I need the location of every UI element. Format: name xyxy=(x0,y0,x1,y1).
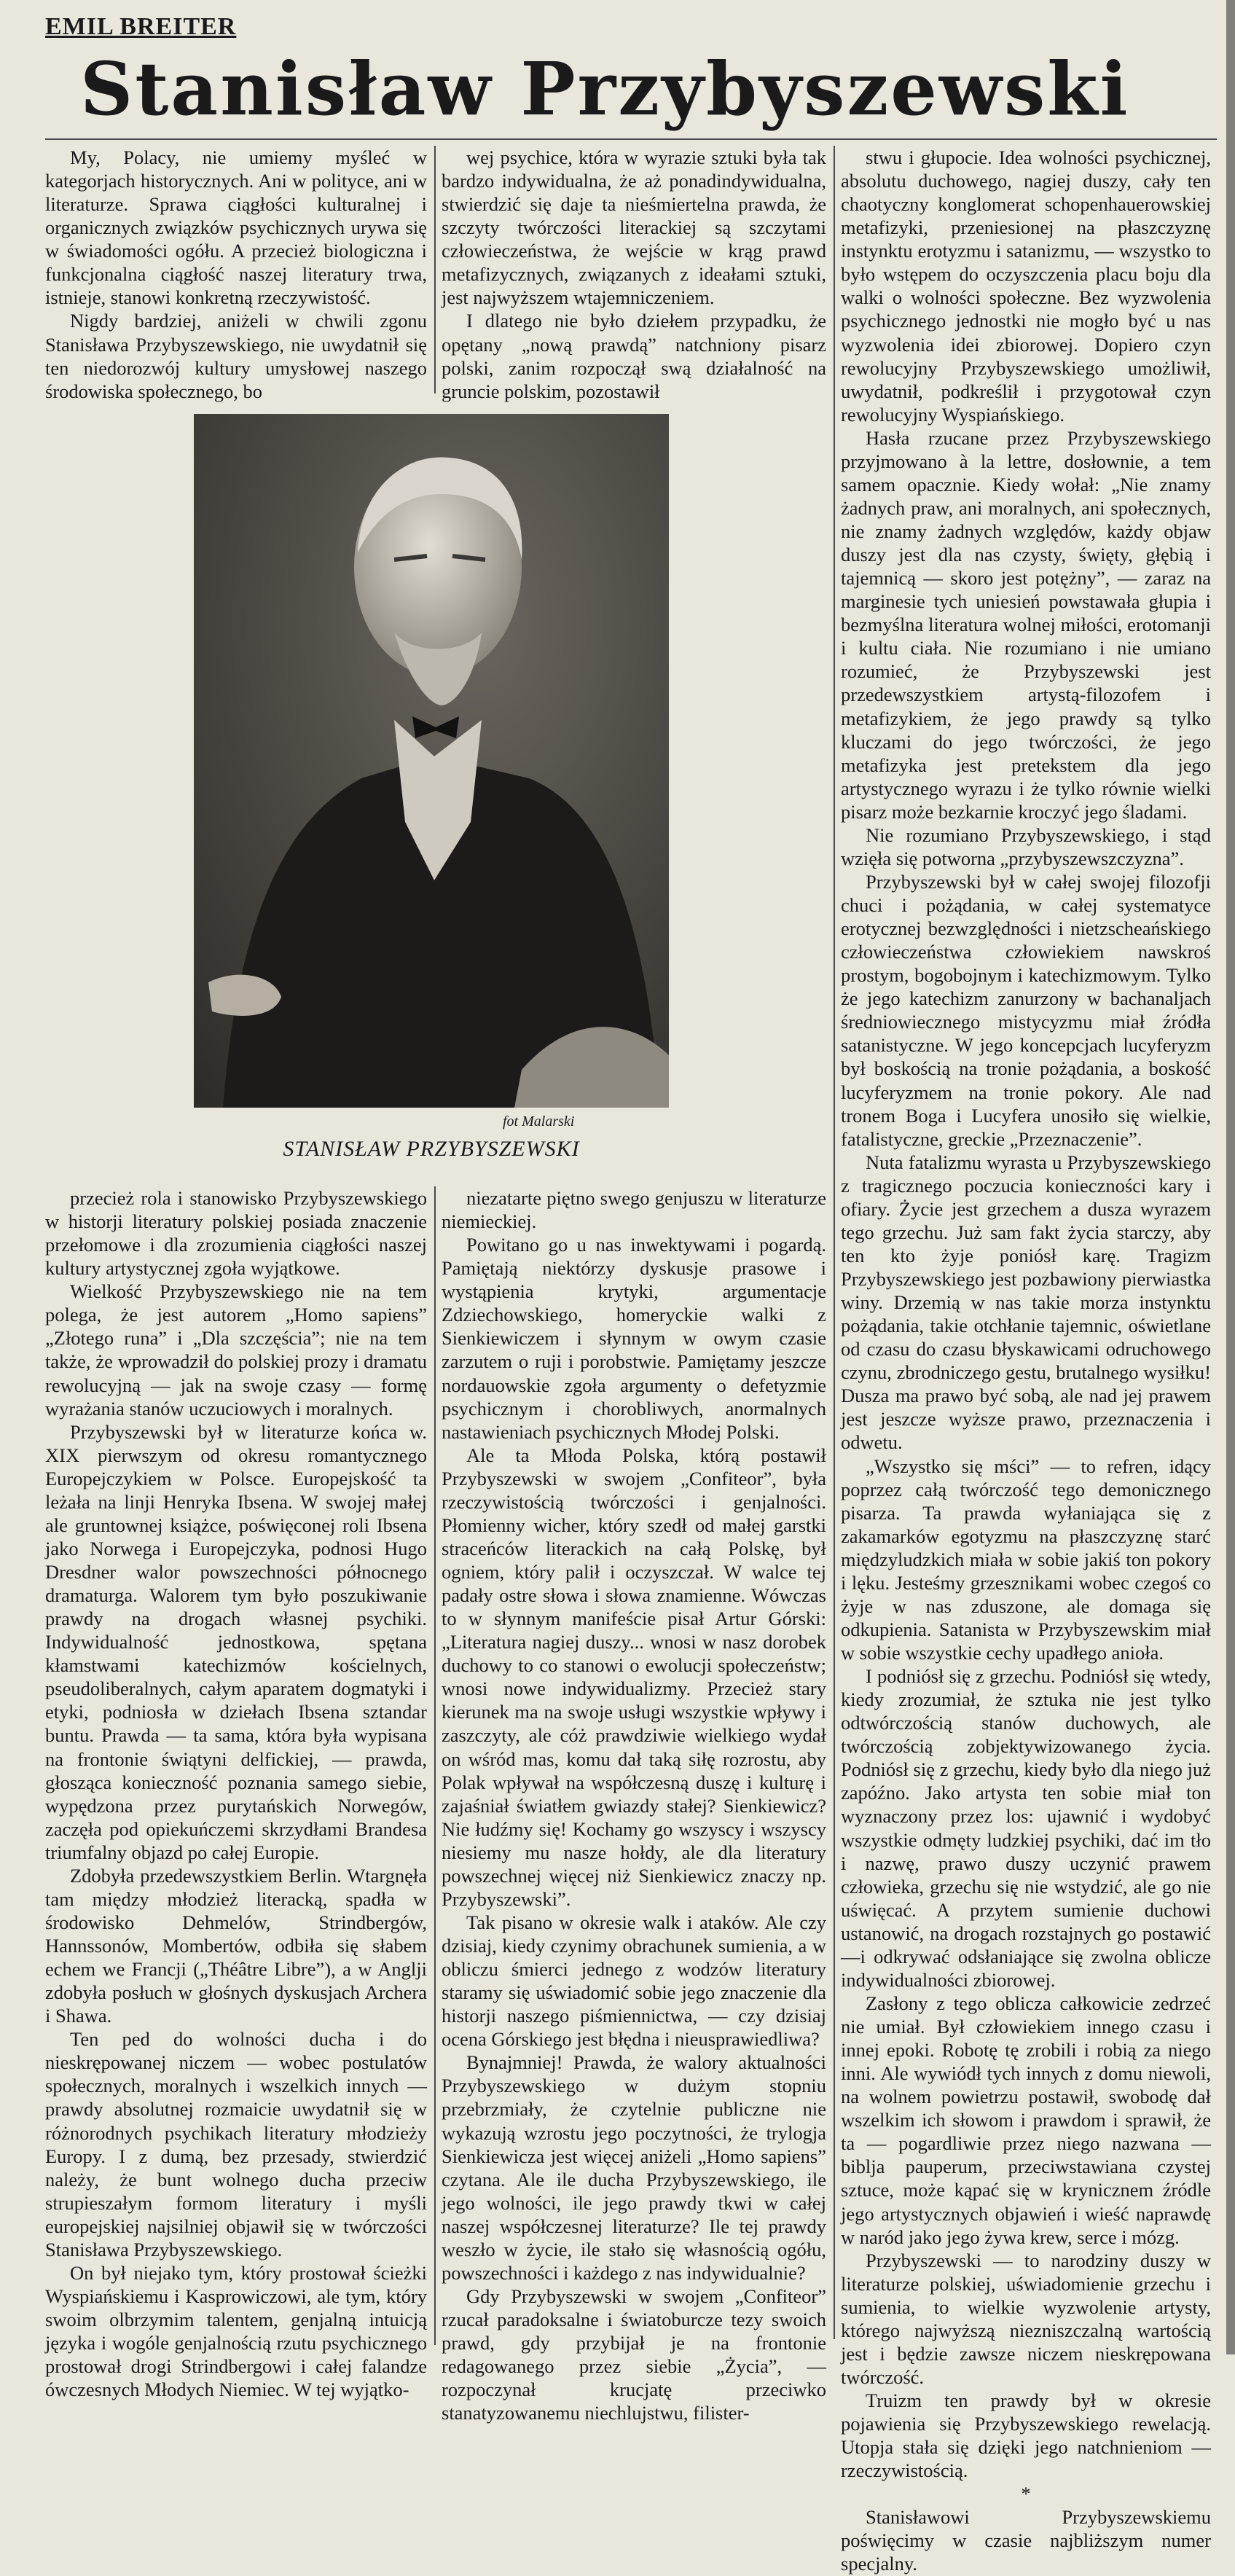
paragraph: Gdy Przybyszewski w swojem „Confiteor” rzucał paradoksalne i światoburcze tezy swoich prawd, gdy przybijał je na frontonie redagowanego przez siebie „Życia”, — rozpoczynał krucjatę przeciwko stanatyzowanemu niechlujstwu, filister- xyxy=(442,2285,826,2424)
paragraph: niezatarte piętno swego genjuszu w literaturze niemieckiej. xyxy=(442,1187,826,1233)
portrait-photo xyxy=(194,414,669,1108)
page-edge-shadow xyxy=(1226,0,1235,2354)
paragraph: * xyxy=(1021,2483,1031,2505)
paragraph: wej psychice, która w wyrazie sztuki była tak bardzo indywidualna, że aż ponadindywidualna, stwierdzić się daje ta nieśmiertelna prawda, że szczyty twórczości literackiej są szczytami człowieczeństwa, że wejście w krąg prawd metafizycznych, związanych z ideałami sztuki, jest najwyższem wtajemniczeniem. xyxy=(442,146,826,309)
paragraph: I podniósł się z grzechu. Podniósł się wtedy, kiedy zrozumiał, że sztuka nie jest tylko odtwórczością stanów duchowych, ale twórczością zobjektywizowanego życia. Podniósł się z grzechu, kiedy było dla niego już zapóźno. Jako artysta ten sobie miał ton wyznaczony przez los: ujawnić i wydobyć wszystkie odmęty ludzkiej psychiki, dać im tło i nazwę, prawo duszy uczynić prawem człowieka, grzechu się nie wstydzić, ale go nie uświęcać. A przytem sumienie duchowi ustanowić, na drogach rozstajnych go postawić—i odkrywać odsłaniające się zwolna oblicze indywidualności zbiorowej. xyxy=(841,1665,1211,1991)
header-rule xyxy=(45,138,1217,140)
photo-caption: STANISŁAW PRZYBYSZEWSKI xyxy=(283,1137,580,1161)
paragraph: Przybyszewski był w literaturze końca w. XIX pierwszym od okresu romantycznego Europejczykiem w Polsce. Europejskość ta leżała na linji Henryka Ibsena. W swojej małej ale gruntownej książce, poświęconej roli Ibsena jako Norwega i Europejczyka, podnosi Hugo Dresdner walor powszechności północnego dramaturga. Walorem tym było poszukiwanie prawdy na drogach własnej psychiki. Indywidualność jednostkowa, spętana kłamstwami katechizmów kościelnych, pseudoliberalnych, całym aparatem dogmatyki i etyki, podniosła w dziełach Ibsena sztandar buntu. Prawda — ta sama, która była wypisana na frontonie świątyni delfickiej, — prawda, głosząca konieczność poznania samego siebie, wypędzona przez purytańskich Norwegów, zaczęła pod opiekuńczemi skrzydłami Brandesa triumfalny objazd po całej Europie. xyxy=(45,1420,427,1863)
column-3 xyxy=(841,146,1211,2575)
author-byline: EMIL BREITER xyxy=(45,13,237,40)
column-divider xyxy=(434,146,436,394)
paragraph: Przybyszewski był w całej swojej filozofji chuci i pożądania, w całej systematyce erotycznej bezwzględności i nietzscheańskiego człowieczeństwa człowiekiem nawskroś prostym, bogobojnym i katechizmowym. Tylko że jego katechizm zanurzony w bachanaljach średniowiecznego mistycyzmu miał źródła satanistyczne. W jego koncepcjach lucyferyzm był boskością na tronie pożądania, a boskość lucyferyzmem na tronie pokory. Ale nad tronem Boga i Lucyfera unosiło się wielkie, fatalistyczne, greckie „Przeznaczenie”. xyxy=(841,870,1211,1150)
paragraph: „Wszystko się mści” — to refren, idący poprzez całą twórczość tego demonicznego pisarza. Ta prawda wyłaniająca się z zakamarków egotyzmu na płaszczyznę starć międzyludzkich miała w sobie jakiś ton pokory i lęku. Jesteśmy grzesznikami wobec czegoś co żyje w nas zduszone, ale domaga się odkupienia. Satanista w Przybyszewskim miał w sobie wszystkie cechy upadłego anioła. xyxy=(841,1455,1211,1664)
paragraph: Hasła rzucane przez Przybyszewskiego przyjmowano à la lettre, dosłownie, a tem samem opacznie. Kiedy wołał: „Nie znamy żadnych praw, ani moralnych, ani społecznych, nie znamy żadnych względów, każdy objaw duszy jest dla nas czysty, święty, głębią i tajemnicą — skoro jest potężny”, — zaraz na marginesie tych uniesień powstawała głupia i bezmyślna literatura wolnej miłości, erotomanji i kultu ciała. Nie rozumiano i nie umiano rozumieć, że Przybyszewski jest przedewszystkiem artystą-filozofem i metafizykiem, że jego prawdy są tylko kluczami do jego twórczości, że jego metafizyka jest pretekstem dla jego artystycznego wyrazu i że tylko równie wielki pisarz może bezkarnie kroczyć jego śladami. xyxy=(841,426,1211,823)
paragraph: On był niejako tym, który prostował ścieżki Wyspiańskiemu i Kasprowiczowi, ale tym, który swoim olbrzymim talentem, genjalną intuicją języka i wogóle genjalnością rzutu psychicznego prostował drogi Strindbergowi i całej falandze ówczesnych Młodych Niemiec. W tej wyjątko- xyxy=(45,2261,427,2401)
paragraph: Ale ta Młoda Polska, którą postawił Przybyszewski w swojem „Confiteor”, była rzeczywistością twórczości i genjalności. Płomienny wicher, który szedł od małej garstki straceńców literackich na całą Polskę, był ogniem, który palił i oczyszczał. W walce tej padały ostre słowa i słowa znamienne. Wówczas to w słynnym manifeście pisał Artur Górski: „Literatura nagiej duszy... wnosi w nasz dorobek duchowy to co stanowi o ewolucji społeczeństw; wnosi nowe indywidualizmy. Przecież stary kierunek ma na swoje usługi wszystkie wpływy i zaszczyty, ale cóż prawdziwie wielkiego wydał on wśród mas, komu dał taką siłę rozrostu, aby Polak wpływał na współczesną duszę i kulturę i zajaśniał światłem gwiazdy stałej? Sienkiewicz? Nie łudźmy się! Kochamy go wszyscy i wszyscy niesiemy mu nasze hołdy, ale dla literatury powszechnej więcej niż Sienkiewicz znaczy np. Przybyszewski”. xyxy=(442,1444,826,1910)
paragraph: Zdobyła przedewszystkiem Berlin. Wtargnęła tam między młodzież literacką, spadła w środowisko Dehmelów, Strindbergów, Hannssonów, Mombertów, odbiła się słabem echem we Francji („Théâtre Libre”), a w Anglji zdobyła posłuch w głośnych dyskusjach Archera i Shawa. xyxy=(45,1864,427,2027)
paragraph: Bynajmniej! Prawda, że walory aktualności Przybyszewskiego w dużym stopniu przebrzmiały, że czytelnie publiczne nie wykazują wzrostu jego poczytności, że trylogja Sienkiewicza jest więcej aniżeli „Homo sapiens” czytana. Ale ile ducha Przybyszewskiego, ile jego wolności, ile jego prawdy tkwi w całej naszej współczesnej literaturze? Ile tej prawdy weszło w życie, ile stało się własnością ogółu, powszechności i każdego z nas indywidualnie? xyxy=(442,2051,826,2284)
photo-credit: fot Malarski xyxy=(503,1113,575,1130)
paragraph: My, Polacy, nie umiemy myśleć w kategorjach historycznych. Ani w polityce, ani w literaturze. Sprawa ciągłości kulturalnej i organicznych związków psychicznych urywa się w świadomości ogółu. A przecież biologiczna i funkcjonalna ciągłość naszej literatury trwa, istnieje, stanowi konkretną rzeczywistość. xyxy=(45,146,427,309)
paragraph: Wielkość Przybyszewskiego nie na tem polega, że jest autorem „Homo sapiens” „Złotego runa” i „Dla szczęścia”; nie na tem także, że wprowadził do polskiej prozy i dramatu rewolucyjną — jak na swoje czasy — formę wyrażania stanów uczuciowych i moralnych. xyxy=(45,1280,427,1420)
column-divider xyxy=(434,1186,436,2345)
paragraph: Powitano go u nas inwektywami i pogardą. Pamiętają niektórzy dyskusje prasowe i wystąpienia krytyki, argumentacje Zdziechowskiego, homeryckie walki z Sienkiewiczem i słynnym w owym czasie zarzutem o ruji i porobstwie. Pamiętamy jeszcze nordauowskie zgoła argumenty o defetyzmie psychicznym i chorobliwych, anormalnych nastawieniach psychicznych Młodej Polski. xyxy=(442,1234,826,1443)
column-1-bottom xyxy=(45,1186,427,2401)
paragraph: Przybyszewski — to narodziny duszy w literaturze polskiej, uświadomienie grzechu i sumienia, to wielkie wyzwolenie artysty, którego najwyższą niezniszczalną wartością jest i będzie zawsze niczem nieskrępowana twórczość. xyxy=(841,2249,1211,2388)
paragraph: Ten ped do wolności ducha i do nieskrępowanej niczem — wobec postulatów społecznych, moralnych i wszelkich innych — prawdy absolutnej rozmaicie uwydatnił się w różnorodnych psychikach literatury młodzieży Europy. I z dumą, bez przesady, stwierdzić należy, że bunt wolnego ducha przeciw strupieszałym formom literatury i myśli europejskiej najsilniej objawił się w twórczości Stanisława Przybyszewskiego. xyxy=(45,2028,427,2260)
article-headline: Stanisław Przybyszewski xyxy=(80,46,1130,132)
paragraph: Stanisławowi Przybyszewskiemu poświęcimy w czasie najbliższym numer specjalny. xyxy=(841,2506,1211,2575)
paragraph: Tak pisano w okresie walk i ataków. Ale czy dzisiaj, kiedy czynimy obrachunek sumienia, a w obliczu śmierci jednego z wodzów literatury staramy się uświadomić sobie jego znaczenie dla historji naszego piśmiennictwa, — czy dzisiaj ocena Górskiego jest błędna i nieusprawiedliwa? xyxy=(442,1911,826,2051)
paragraph: I dlatego nie było dziełem przypadku, że opętany „nową prawdą” natchniony pisarz polski, zanim rozpoczął swą działalność na gruncie polskim, pozostawił xyxy=(442,310,826,402)
paragraph: Zasłony z tego oblicza całkowicie zedrzeć nie umiał. Był człowiekiem innego czasu i innej epoki. Robotę tę zrobili i robią za niego inni. Ale wywiódł tych innych z domu niewoli, na wolnem powietrzu postawił, swobodę dał wszelkim ich słowom i prawdom i sprawił, że ta — pogardliwie przez niego nazwana — biblja pauperum, przeciwstawiana czystej sztuce, może kąpać się w krynicznem źródle jego artystycznych objawień i wieść naprawdę w naród jako jego żywa krew, serce i mózg. xyxy=(841,1992,1211,2248)
paragraph: Nie rozumiano Przybyszewskiego, i stąd wzięła się potworna „przybyszewszczyzna”. xyxy=(841,823,1211,869)
column-2-bottom xyxy=(442,1186,826,2424)
paragraph: Nigdy bardziej, aniżeli w chwili zgonu Stanisława Przybyszewskiego, nie uwydatnił się ten niedorozwój kultury umysłowej naszego środowiska społecznego, bo xyxy=(45,310,427,402)
paragraph: Nuta fatalizmu wyrasta u Przybyszewskiego z tragicznego poczucia konieczności kary i ofiary. Życie jest grzechem a dusza wyrazem tego grzechu. Już sam fakt życia starczy, aby ten kto żyje poniósł karę. Tragizm Przybyszewskiego jest pozbawiony pierwiastka winy. Drzemią w nas takie morza instynktu pożądania, takie otchłanie tajemnic, oświetlane od czasu do czasu błyskawicami odruchowego czynu, zbrodniczego gestu, brutalnego wysiłku! Dusza ma prawo być sobą, ale nad jej prawem jest jeszcze wyższe prawo, przeznaczenia i odwetu. xyxy=(841,1151,1211,1454)
column-1-top xyxy=(45,146,427,402)
column-2-top xyxy=(442,146,826,402)
paragraph: stwu i głupocie. Idea wolności psychicznej, absolutu duchowego, nagiej duszy, cały ten chaotyczny konglomerat schopenhauerowskiej metafizyki, przeniesionej na płaszczyznę instynktu erotyzmu i satanizmu, — wszystko to było wstępem do oczyszczenia placu boju dla walki o wolności społeczne. Bez wyzwolenia psychicznego jednostki nie mogło być u nas wyzwolenia idei zbiorowej. Dopiero czyn rewolucyjny Przybyszewskiego umożliwił, uwydatnił, podkreślił i przygotował czyn rewolucyjny Wyspiańskiego. xyxy=(841,146,1211,426)
portrait-illustration xyxy=(194,414,669,1108)
paragraph: Truizm ten prawdy był w okresie pojawienia się Przybyszewskiego rewelacją. Utopja stała się dzięki jego natchnieniom — rzeczywistością. xyxy=(841,2389,1211,2482)
paragraph: przecież rola i stanowisko Przybyszewskiego w historji literatury polskiej posiada znaczenie przełomowe i dla zrozumienia ciągłości naszej kultury artystycznej zgoła wyjątkowe. xyxy=(45,1187,427,1280)
column-divider xyxy=(834,146,835,2339)
